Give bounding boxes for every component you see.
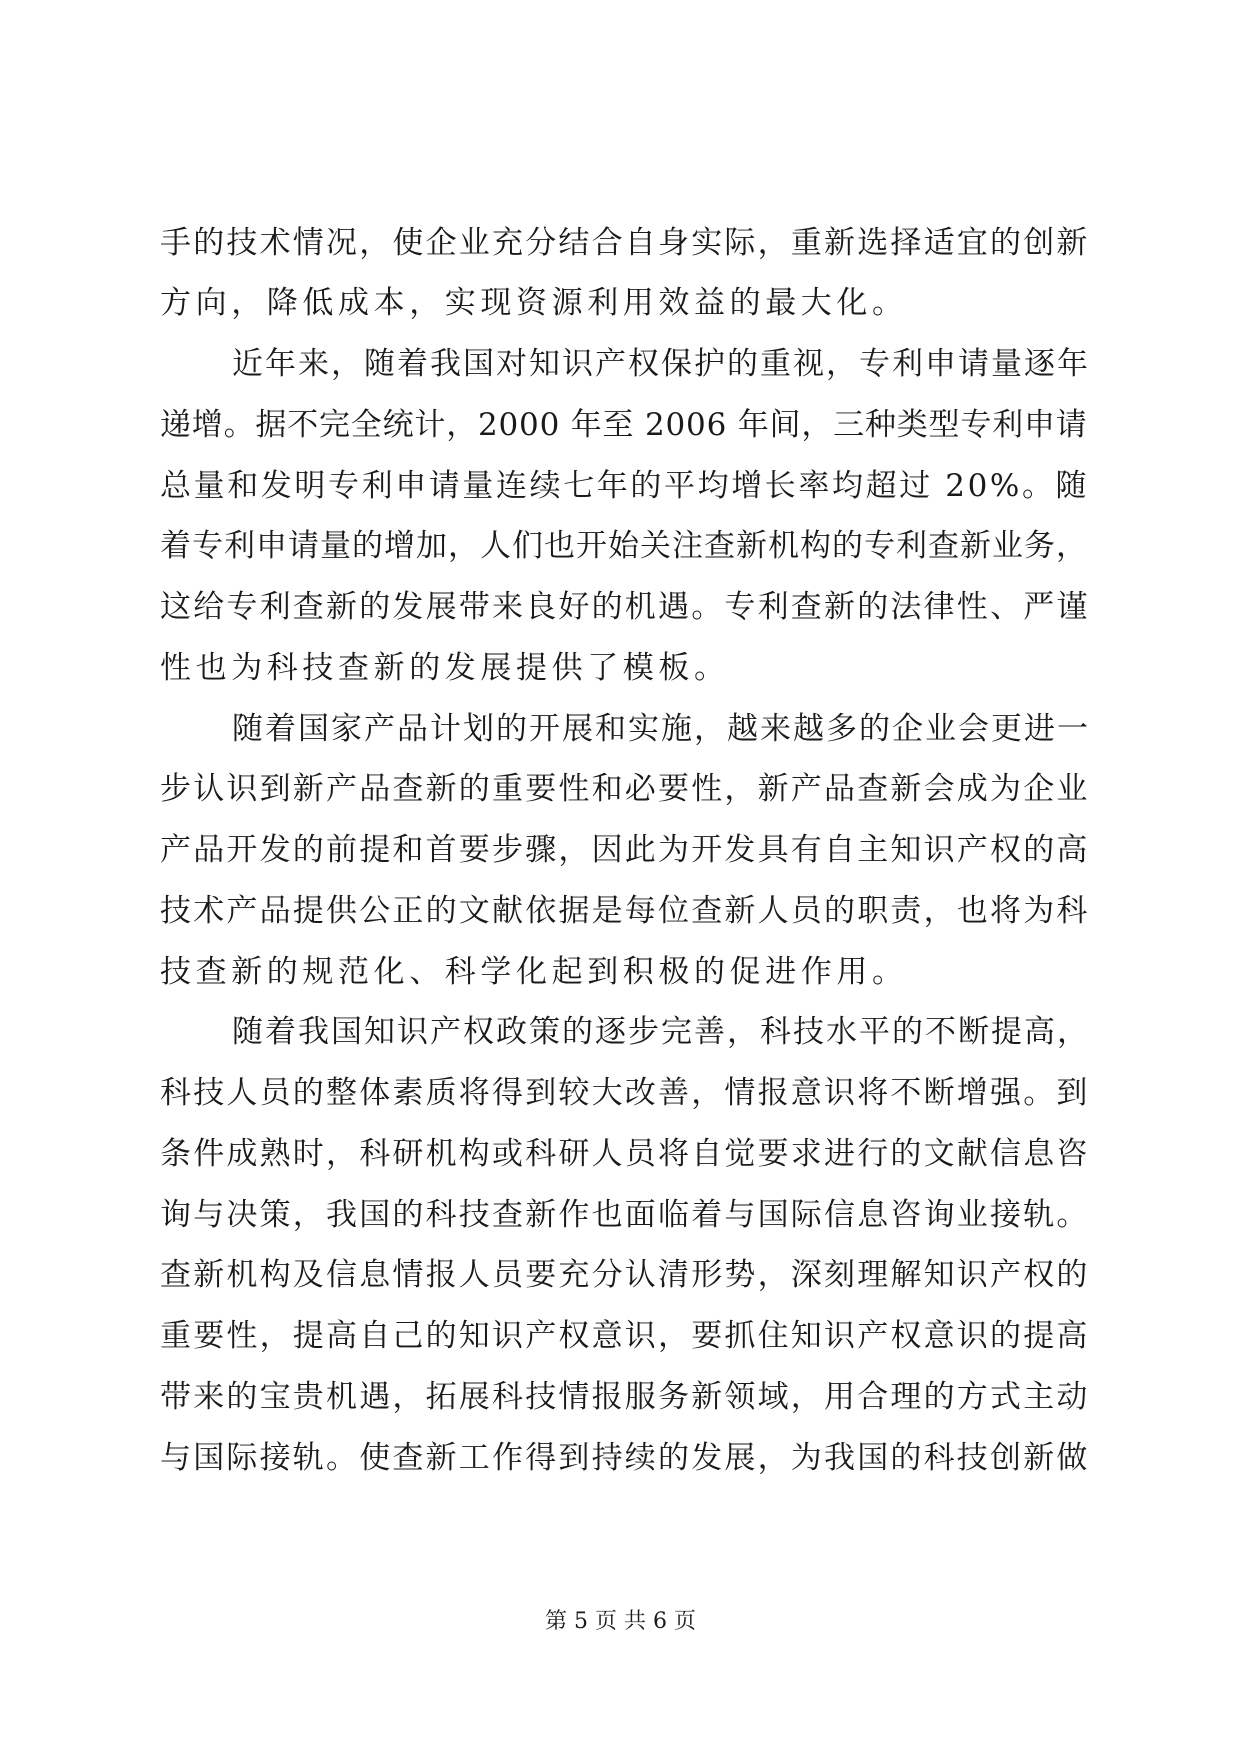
text-line: 总量和发明专利申请量连续七年的平均增长率均超过 20%。随 [160,468,1090,504]
text-line: 科技人员的整体素质将得到较大改善，情报意识将不断增强。到 [160,1075,1090,1111]
text-line: 技查新的规范化、科学化起到积极的促进作用。 [160,954,908,990]
text-line: 重要性，提高自己的知识产权意识，要抓住知识产权意识的提高 [160,1318,1090,1354]
text-line: 询与决策，我国的科技查新作也面临着与国际信息咨询业接轨。 [160,1197,1090,1233]
text-line: 查新机构及信息情报人员要充分认清形势，深刻理解知识产权的 [160,1257,1090,1293]
text-line: 带来的宝贵机遇，拓展科技情报服务新领域，用合理的方式主动 [160,1379,1090,1415]
paragraph-first-line: 随着我国知识产权政策的逐步完善，科技水平的不断提高， [232,1014,1090,1050]
text-line: 这给专利查新的发展带来良好的机遇。专利查新的法律性、严谨 [160,589,1090,625]
paragraph-first-line: 随着国家产品计划的开展和实施，越来越多的企业会更进一 [232,711,1090,747]
text-line: 与国际接轨。使查新工作得到持续的发展，为我国的科技创新做 [160,1440,1090,1476]
text-line: 着专利申请量的增加，人们也开始关注查新机构的专利查新业务， [160,528,1088,564]
text-line: 产品开发的前提和首要步骤，因此为开发具有自主知识产权的高 [160,832,1090,868]
text-line: 方向，降低成本，实现资源利用效益的最大化。 [160,285,908,321]
text-line: 性也为科技查新的发展提供了模板。 [160,650,730,686]
text-line: 条件成熟时，科研机构或科研人员将自觉要求进行的文献信息咨 [160,1136,1090,1172]
text-line: 技术产品提供公正的文献依据是每位查新人员的职责，也将为科 [160,893,1090,929]
paragraph-first-line: 近年来，随着我国对知识产权保护的重视，专利申请量逐年 [232,346,1090,382]
text-line: 手的技术情况，使企业充分结合自身实际，重新选择适宜的创新 [160,225,1090,261]
page-footer: 第 5 页 共 6 页 [545,1609,696,1634]
text-line: 步认识到新产品查新的重要性和必要性，新产品查新会成为企业 [160,771,1090,807]
text-line: 递增。据不完全统计，2000 年至 2006 年间，三种类型专利申请 [160,407,1088,443]
